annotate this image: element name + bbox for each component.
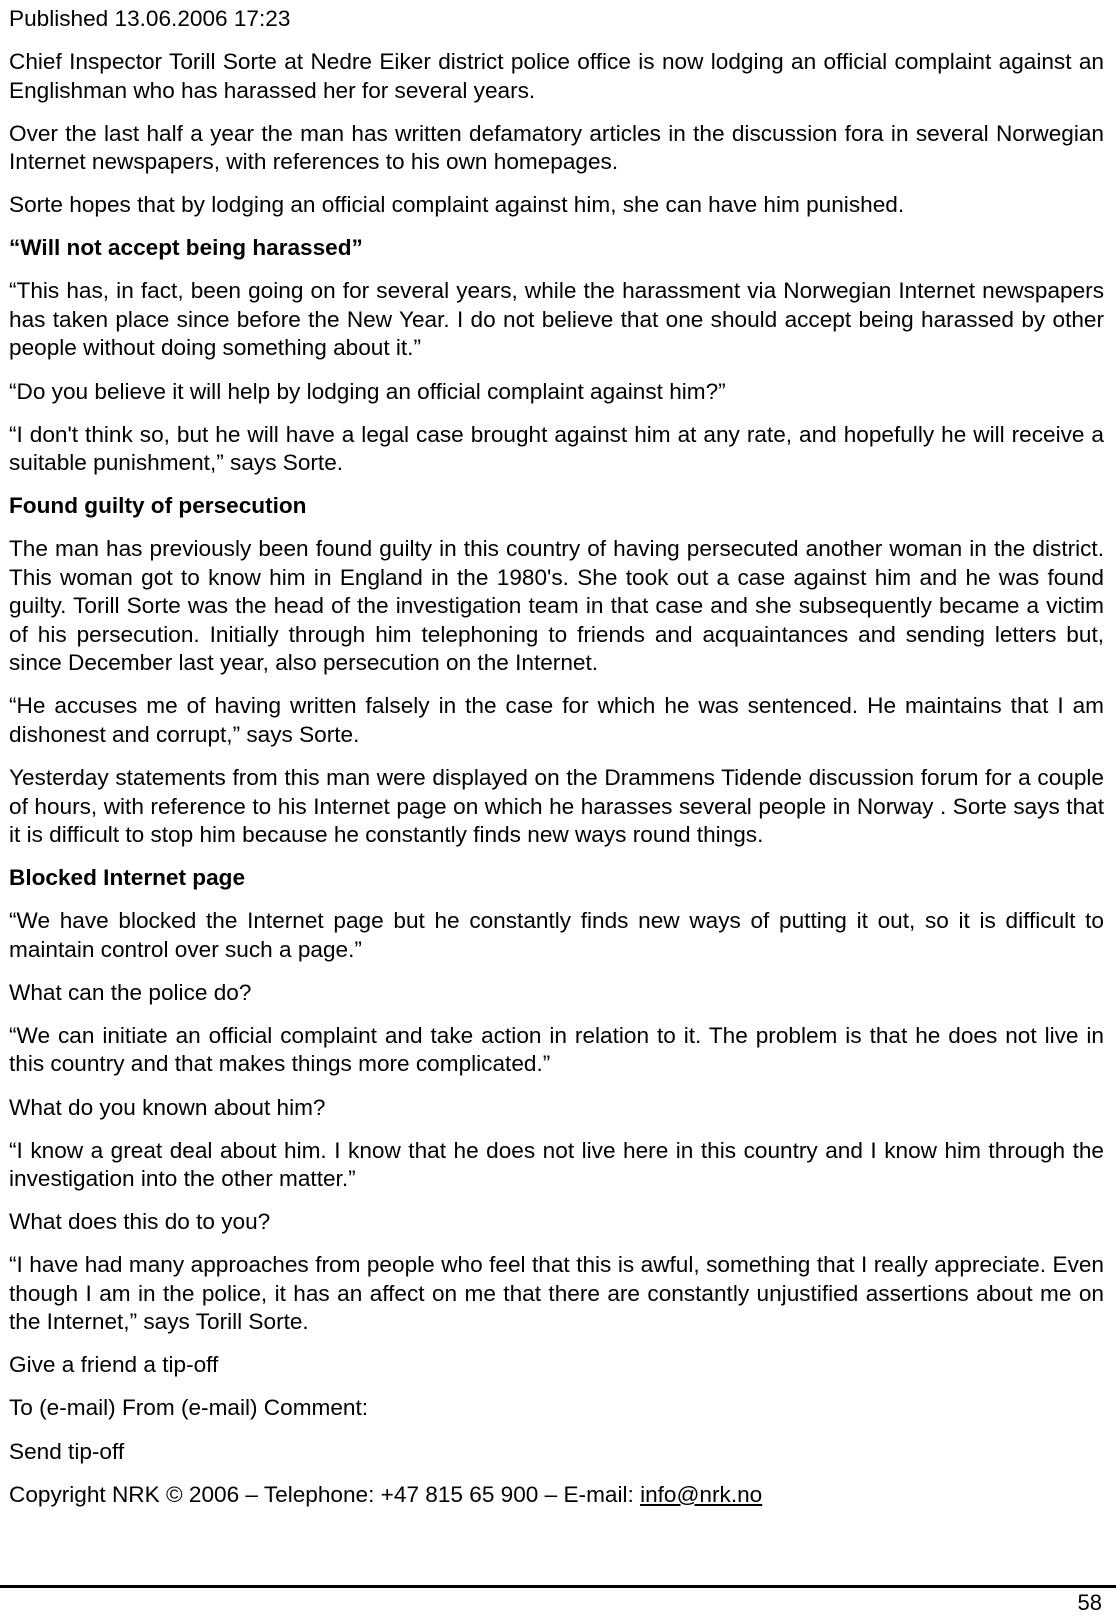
paragraph-accuses: “He accuses me of having written falsely in the case for which he was sentenced. He maintains that I am dishonest and corrupt,” says Sorte.	[9, 693, 1104, 747]
paragraph-defamatory-articles: Over the last half a year the man has written defamatory articles in the discussion fora in several Norwegian Internet newspapers, with references to his own homepages.	[9, 120, 1104, 175]
paragraph-blocked: “We have blocked the Internet page but he constantly finds new ways of putting it out, so it is difficult to maintain control over such a page.”	[9, 908, 1104, 962]
published-date: Published 13.06.2006 17:23	[9, 6, 291, 31]
paragraph-previous-conviction: The man has previously been found guilty in this country of having persecuted another woman in the district. This woman got to know him in England in the 1980's. She took out a case against him and he was found guilty. Torill Sorte was the head of the investigation team in that case and she subsequently became a victim of his persecution. Initially through him telephoning to friends and acquaintances and sending letters but, since December last year, also persecution on the Internet.	[9, 536, 1104, 676]
copyright-line	[9, 1481, 1104, 1510]
paragraph-question-police: What can the police do?	[9, 979, 252, 1005]
paragraph-question-known: What do you known about him?	[9, 1094, 326, 1120]
paragraph-question-help: “Do you believe it will help by lodging an official complaint against him?”	[9, 378, 726, 404]
paragraph-quote-going-on: “This has, in fact, been going on for several years, while the harassment via Norwegian Internet newspapers has taken place since before the New Year. I do not believe that one should accept being harassed by other people without doing something about it.”	[9, 278, 1104, 361]
paragraph-yesterday: Yesterday statements from this man were displayed on the Drammens Tidende discussion forum for a couple of hours, with reference to his Internet page on which he harasses several people in Norway . Sorte says that it is difficult to stop him because he constantly finds new ways round things.	[9, 765, 1104, 848]
subheading-blocked-page: Blocked Internet page	[9, 865, 246, 891]
paragraph-know-him: “I know a great deal about him. I know that he does not live here in this country and I know him through the investigation into the other matter.”	[9, 1137, 1104, 1192]
subheading-harassed: “Will not accept being harassed”	[9, 235, 363, 261]
article	[9, 5, 1104, 1524]
footer-rule	[0, 1585, 1116, 1588]
tip-off-fields: To (e-mail) From (e-mail) Comment:	[9, 1395, 369, 1421]
email-link[interactable]: info@nrk.no	[640, 1481, 763, 1507]
paragraph-question-affect: What does this do to you?	[9, 1209, 271, 1235]
paragraph-approaches: “I have had many approaches from people who feel that this is awful, something that I really appreciate. Even though I am in the police, it has an affect on me that there are constantly unjustified assertions about me on the Internet,” says Torill Sorte.	[9, 1252, 1104, 1335]
paragraph-official-complaint: “We can initiate an official complaint and take action in relation to it. The problem is that he does not live in this country and that makes things more complicated.”	[9, 1022, 1104, 1077]
paragraph-hopes: Sorte hopes that by lodging an official complaint against him, she can have him punished.	[9, 192, 905, 218]
subheading-found-guilty: Found guilty of persecution	[9, 493, 307, 519]
send-tip-off: Send tip-off	[9, 1438, 125, 1464]
copyright-text: Copyright NRK © 2006 – Telephone: +47 815 65 900 – E-mail:	[9, 1481, 641, 1507]
page-number: 58	[1077, 1590, 1102, 1615]
paragraph-quote-legal-case: “I don't think so, but he will have a legal case brought against him at any rate, and hopefully he will receive a suitable punishment,” says Sorte.	[9, 421, 1104, 476]
tip-off-heading: Give a friend a tip-off	[9, 1352, 219, 1378]
paragraph-intro: Chief Inspector Torill Sorte at Nedre Eiker district police office is now lodging an official complaint against an Englishman who has harassed her for several years.	[9, 49, 1104, 103]
